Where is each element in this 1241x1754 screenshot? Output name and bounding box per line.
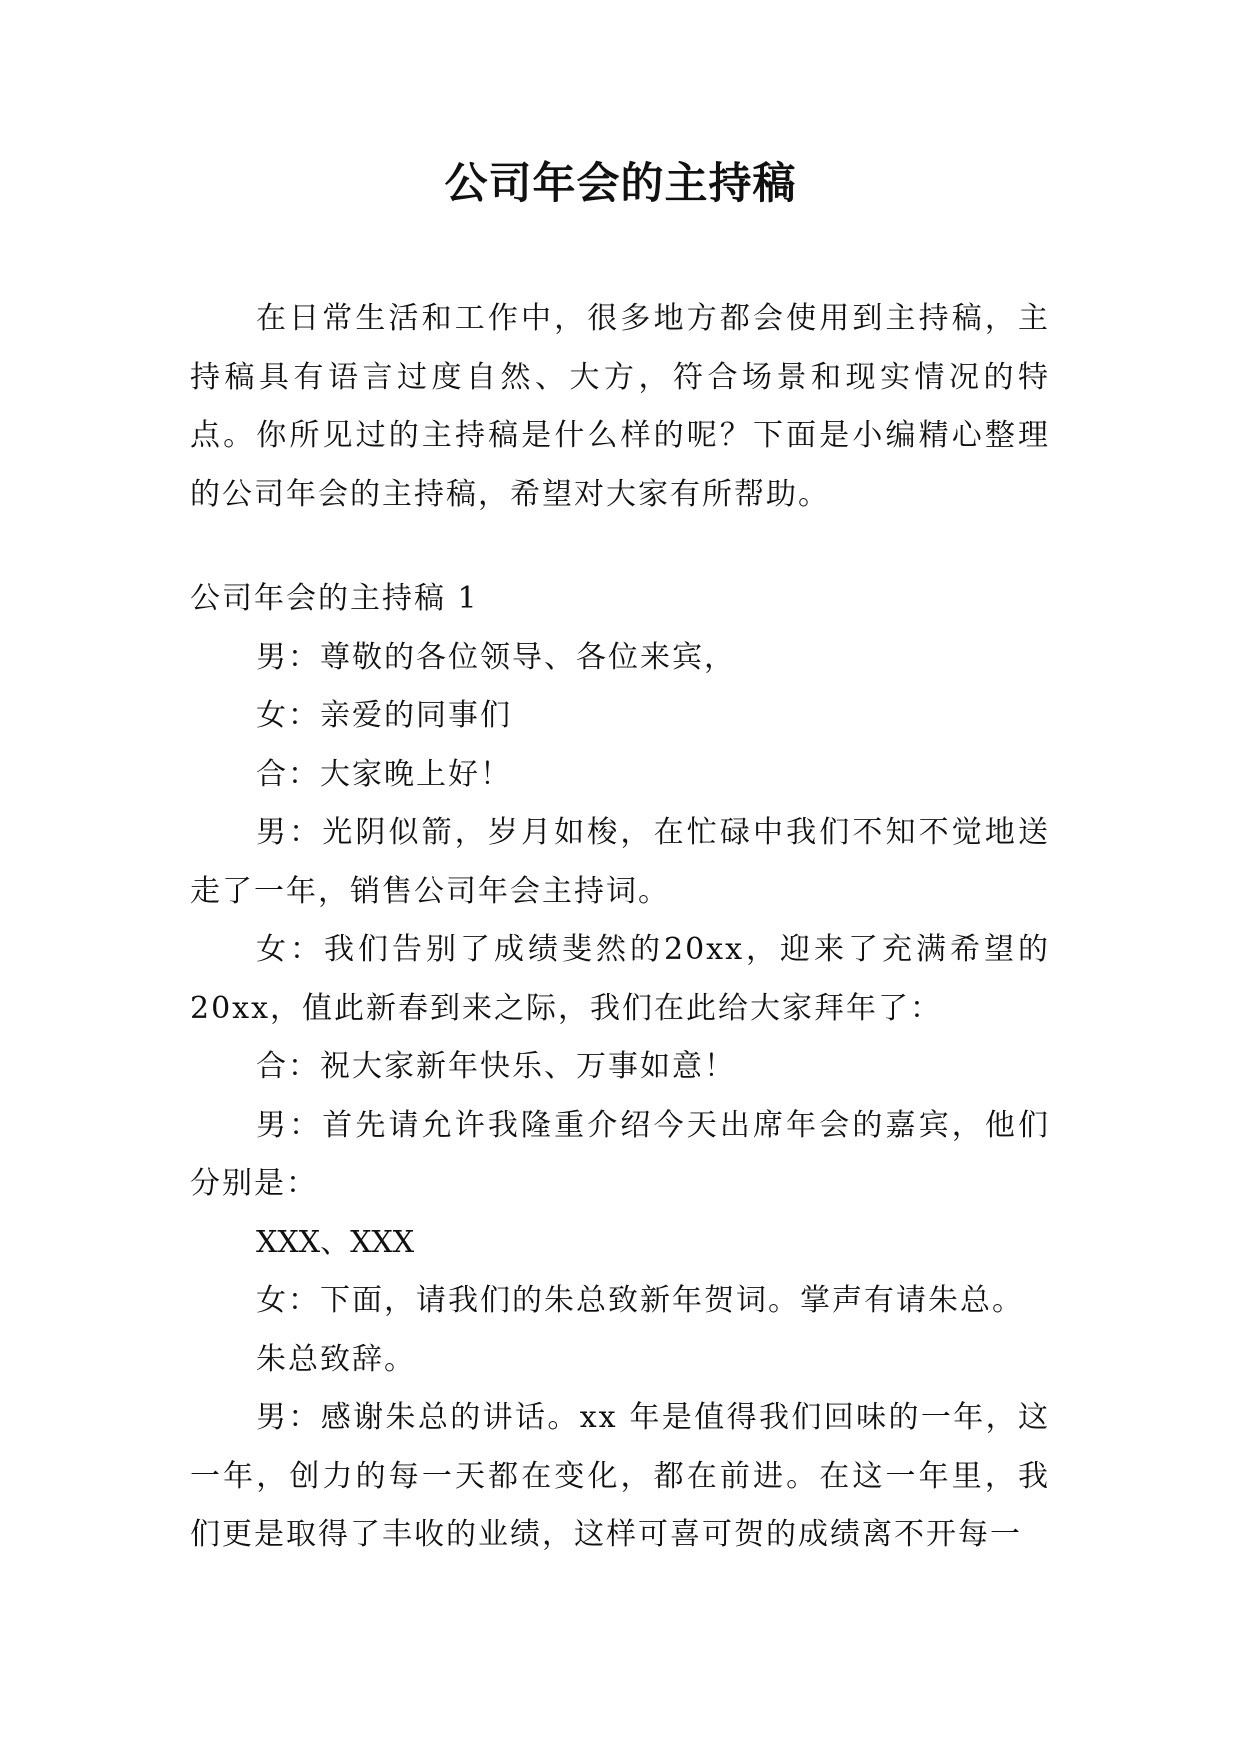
- intro-paragraph: 在日常生活和工作中，很多地方都会使用到主持稿，主持稿具有语言过度自然、大方，符合场景和现实情况的特点。你所见过的主持稿是什么样的呢？下面是小编精心整理的公司年会的主持稿，希望对大家有所帮助。: [190, 301, 1050, 512]
- document-body: [190, 290, 1050, 1565]
- paragraph: 男：光阴似箭，岁月如梭，在忙碌中我们不知不觉地送走了一年，销售公司年会主持词。: [190, 815, 1050, 909]
- paragraph: 女：我们告别了成绩斐然的20xx，迎来了充满希望的20xx，值此新春到来之际，我们在此给大家拜年了：: [190, 932, 1050, 1026]
- guest-names: XXX、XXX: [256, 1224, 415, 1260]
- document-title: 公司年会的主持稿: [444, 159, 797, 209]
- paragraph: 合：大家晚上好！: [256, 756, 512, 792]
- paragraph: 女：下面，请我们的朱总致新年贺词。掌声有请朱总。: [256, 1283, 1024, 1318]
- paragraph: 朱总致辞。: [256, 1341, 416, 1377]
- paragraph: 合：祝大家新年快乐、万事如意！: [256, 1049, 736, 1084]
- paragraph: 女：亲爱的同事们: [256, 698, 512, 733]
- paragraph: 男：尊敬的各位领导、各位来宾，: [256, 639, 736, 675]
- paragraph: 男：感谢朱总的讲话。xx 年是值得我们回味的一年，这一年，创力的每一天都在变化，都在前进。在这一年里，我们更是取得了丰收的业绩，这样可喜可贺的成绩离不开每一: [190, 1400, 1050, 1552]
- paragraph: 男：首先请允许我隆重介绍今天出席年会的嘉宾，他们分别是：: [190, 1107, 1050, 1201]
- section-heading: 公司年会的主持稿 1: [190, 581, 479, 616]
